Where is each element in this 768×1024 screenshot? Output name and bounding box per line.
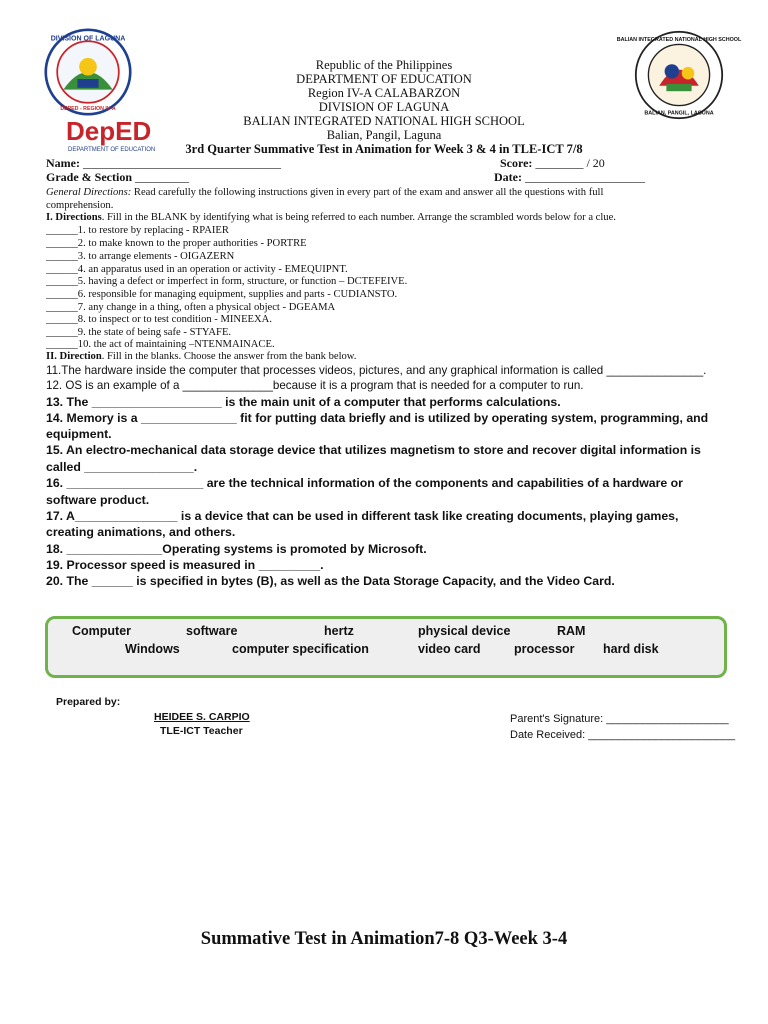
seal-left-sub: DEPED - REGION IV-A xyxy=(60,105,116,112)
seal-left-text: DIVISION OF LAGUNA xyxy=(50,35,126,43)
word-bank xyxy=(45,616,727,678)
part1-item: ______5. having a defect or imperfect in form, structure, or function – DCTEFEIVE. xyxy=(46,276,408,287)
part2-directions xyxy=(46,351,356,364)
part2-text: . Fill in the blanks. Choose the answer from the bank below. xyxy=(101,351,357,362)
bank-word: processor xyxy=(514,642,575,656)
deped-logo-sub: DEPARTMENT OF EDUCATION xyxy=(68,147,156,153)
part2-item: 12. OS is an example of a ______________because it is a program that is needed for a computer to run. xyxy=(46,379,584,392)
part2-item-cont: creating animations, and others. xyxy=(46,525,236,539)
bank-word: video card xyxy=(418,642,481,656)
part1-item: ______4. an apparatus used in an operation or activity - EMEQUIPNT. xyxy=(46,264,348,275)
teacher-role: TLE-ICT Teacher xyxy=(160,725,243,737)
date-row xyxy=(494,170,645,185)
part1-item: ______8. to inspect or to test condition - MINEEXA. xyxy=(46,314,272,325)
part1-label: I. Directions xyxy=(46,212,102,223)
general-directions-cont: comprehension. xyxy=(46,200,114,211)
part2-item: 15. An electro-mechanical data storage device that utilizes magnetism to store and recover digital information is xyxy=(46,443,701,457)
part2-item: 18. ______________Operating systems is promoted by Microsoft. xyxy=(46,542,427,556)
part2-item: 11.The hardware inside the computer that processes videos, pictures, and any graphical information is called _______________. xyxy=(46,364,707,377)
name-row xyxy=(46,156,281,171)
header-republic: Republic of the Philippines xyxy=(315,58,453,72)
part2-item-cont: software product. xyxy=(46,493,150,507)
header-school: BALIAN INTEGRATED NATIONAL HIGH SCHOOL xyxy=(243,114,525,128)
header-department: DEPARTMENT OF EDUCATION xyxy=(296,72,472,86)
part1-item: ______1. to restore by replacing - RPAIER xyxy=(46,225,229,236)
deped-logo-text: DepED xyxy=(66,116,152,146)
teacher-name: HEIDEE S. CARPIO xyxy=(154,711,250,723)
name-label: Name: xyxy=(46,156,80,170)
part2-label: II. Direction xyxy=(46,351,102,362)
date-label: Date: xyxy=(494,170,522,184)
prepared-by-label: Prepared by: xyxy=(56,696,121,708)
date-field[interactable]: ____________________ xyxy=(524,170,645,184)
part1-item: ______2. to make known to the proper authorities - PORTRE xyxy=(46,238,307,249)
header-division: DIVISION OF LAGUNA xyxy=(318,100,450,114)
general-directions-text: Read carefully the following instructions given in every part of the exam and answer all the questions with full xyxy=(131,187,604,198)
part2-item: 13. The ___________________ is the main unit of a computer that performs calculations. xyxy=(46,395,561,409)
bank-word: Computer xyxy=(72,624,132,638)
part2-item-cont: called ________________. xyxy=(46,460,198,474)
part1-item: ______10. the act of maintaining –NTENMAINACE. xyxy=(46,339,275,350)
bank-word: computer specification xyxy=(232,642,369,656)
seal-right-sub: BALIAN, PANGIL, LAGUNA xyxy=(644,110,714,117)
part2-item: 17. A_______________ is a device that can be used in different task like creating documents, playing games, xyxy=(46,509,679,523)
seal-right-text: BALIAN INTEGRATED NATIONAL HIGH SCHOOL xyxy=(616,36,742,43)
score-row xyxy=(500,156,605,171)
part1-item: ______6. responsible for managing equipment, supplies and parts - CUDIANSTO. xyxy=(46,289,398,300)
part1-item: ______3. to arrange elements - OIGAZERN xyxy=(46,251,235,262)
part1-directions xyxy=(46,212,616,225)
name-field[interactable]: _________________________________ xyxy=(82,156,281,170)
part2-item: 14. Memory is a ______________ fit for putting data briefly and is utilized by operating system, programming, and xyxy=(46,411,709,425)
header-address: Balian, Pangil, Laguna xyxy=(326,128,442,142)
general-directions xyxy=(46,187,603,200)
bank-word: hard disk xyxy=(603,642,659,656)
bank-word: RAM xyxy=(557,624,586,638)
part1-text: . Fill in the BLANK by identifying what is being referred to each number. Arrange the scrambled words below for a clue. xyxy=(101,212,616,223)
bank-word: software xyxy=(186,624,238,638)
part2-item: 20. The ______ is specified in bytes (B), as well as the Data Storage Capacity, and the Video Card. xyxy=(46,574,615,588)
parent-signature[interactable]: Parent's Signature: ____________________ xyxy=(510,713,729,725)
grade-field[interactable]: _________ xyxy=(135,170,189,184)
general-directions-label: General Directions: xyxy=(46,187,132,198)
part1-item: ______7. any change in a thing, often a physical object - DGEAMA xyxy=(46,302,336,313)
bank-word: Windows xyxy=(125,642,180,656)
part2-item-cont: equipment. xyxy=(46,427,112,441)
test-title: 3rd Quarter Summative Test in Animation for Week 3 & 4 in TLE-ICT 7/8 xyxy=(185,142,583,156)
part2-item: 16. ____________________ are the technical information of the components and capabilities of a hardware or xyxy=(46,476,683,490)
bank-word: hertz xyxy=(324,624,354,638)
header-region: Region IV-A CALABARZON xyxy=(307,86,461,100)
date-received[interactable]: Date Received: ________________________ xyxy=(510,729,736,741)
score-field[interactable]: ________ / 20 xyxy=(535,156,605,170)
score-label: Score: xyxy=(500,156,533,170)
part2-item: 19. Processor speed is measured in _________. xyxy=(46,558,324,572)
part1-item: ______9. the state of being safe - STYAFE. xyxy=(46,327,232,338)
bank-word: physical device xyxy=(418,624,511,638)
footer-title: Summative Test in Animation7-8 Q3-Week 3-4 xyxy=(200,929,568,949)
grade-label: Grade & Section xyxy=(46,170,132,184)
grade-row xyxy=(46,170,189,185)
